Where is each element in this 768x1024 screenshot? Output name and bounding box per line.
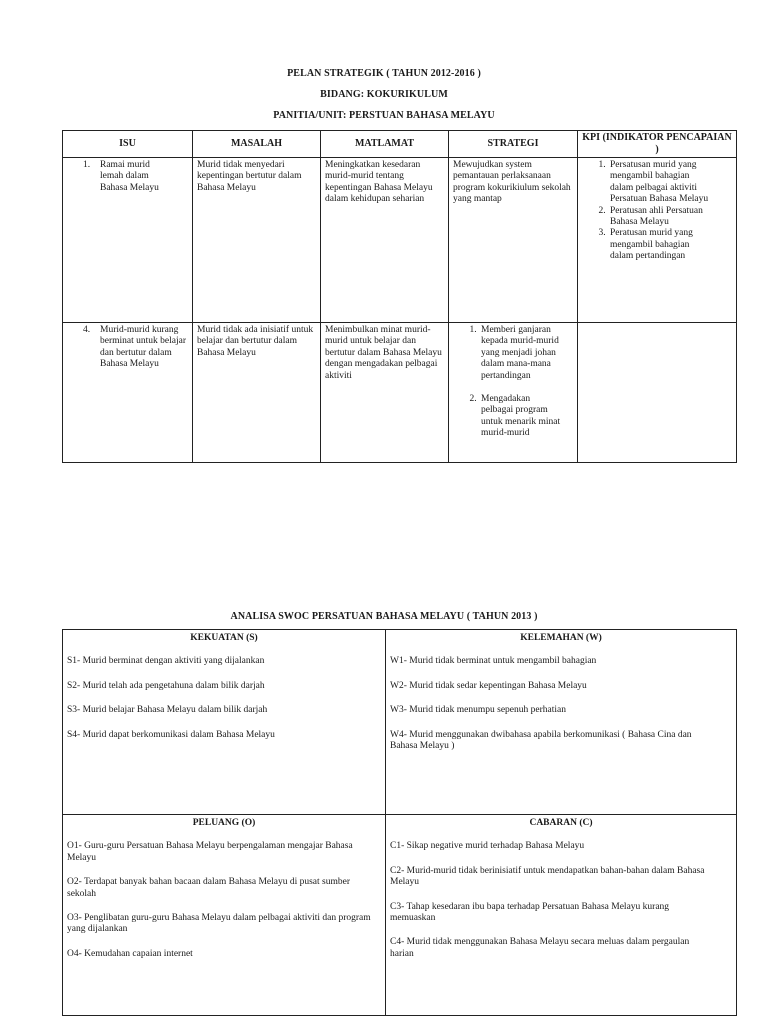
strategi-text: Mewujudkan system pemantauan perlaksanaan program kokurikiulum sekolah yang mantap xyxy=(453,160,571,205)
swoc-item: S3- Murid belajar Bahasa Melayu dalam bilik darjah xyxy=(67,705,268,716)
kpi-item: 2. Peratusan ahli Persatuan Bahasa Melayu xyxy=(608,206,712,229)
kekuatan-cell xyxy=(63,630,386,815)
kpi-item: 1. Persatusan murid yang mengambil bahagian dalam pelbagai aktiviti Persatuan Bahasa Melayu xyxy=(608,160,712,206)
isu-text: Murid-murid kurang berminat untuk belajar dan bertutur dalam Bahasa Melayu xyxy=(100,325,186,370)
strategi-item: 2. Mengadakan pelbagai program untuk menarik minat murid-murid xyxy=(479,394,561,440)
swoc-item: C4- Murid tidak menggunakan Bahasa Melayu secara meluas dalam pergaulan harian xyxy=(390,937,690,959)
col-header-strategi: STRATEGI xyxy=(449,131,578,158)
strategi-item: 1. Memberi ganjaran kepada murid-murid yang menjadi johan dalam mana-mana pertandingan xyxy=(479,325,561,382)
kelemahan-cell xyxy=(386,630,737,815)
swoc-item: O1- Guru-guru Persatuan Bahasa Melayu berpengalaman mengajar Bahasa Melayu xyxy=(67,841,353,863)
col-header-kpi: KPI (INDIKATOR PENCAPAIAN ) xyxy=(578,131,737,158)
swoc-item: W3- Murid tidak menumpu sepenuh perhatian xyxy=(390,705,566,716)
swoc-item: S4- Murid dapat berkomunikasi dalam Bahasa Melayu xyxy=(67,729,275,740)
swoc-title: ANALISA SWOC PERSATUAN BAHASA MELAYU ( TAHUN 2013 ) xyxy=(230,611,538,622)
peluang-cell xyxy=(63,815,386,1016)
strategi-cell xyxy=(449,158,578,323)
swoc-item: S1- Murid berminat dengan aktiviti yang dijalankan xyxy=(67,656,265,667)
swoc-item: O3- Penglibatan guru-guru Bahasa Melayu dalam pelbagai aktiviti dan program yang dijalankan xyxy=(67,913,371,935)
isu-number: 1. xyxy=(83,160,91,170)
swoc-item: O2- Terdapat banyak bahan bacaan dalam Bahasa Melayu di pusat sumber sekolah xyxy=(67,877,351,899)
col-header-matlamat: MATLAMAT xyxy=(321,131,449,158)
swoc-item: W1- Murid tidak berminat untuk mengambil bahagian xyxy=(390,656,597,667)
swoc-item: C3- Tahap kesedaran ibu bapa terhadap Persatuan Bahasa Melayu kurang memuaskan xyxy=(390,901,670,924)
table-row xyxy=(63,158,737,323)
cabaran-cell xyxy=(386,815,737,1016)
kpi-item: 3. Peratusan murid yang mengambil bahagian dalam pertandingan xyxy=(608,228,712,262)
kelemahan-title: KELEMAHAN (W) xyxy=(520,633,602,643)
swoc-item: S2- Murid telah ada pengetahuna dalam bilik darjah xyxy=(67,680,265,691)
swoc-item: W4- Murid menggunakan dwibahasa apabila berkomunikasi ( Bahasa Cina dan Bahasa Melayu ) xyxy=(390,729,692,752)
kekuatan-title: KEKUATAN (S) xyxy=(190,633,258,643)
panitia-heading: PANITIA/UNIT: PERSTUAN BAHASA MELAYU xyxy=(273,110,495,121)
kpi-list xyxy=(582,160,732,263)
swoc-item: O4- Kemudahan capaian internet xyxy=(67,948,193,959)
swoc-item: C1- Sikap negative murid terhadap Bahasa Melayu xyxy=(390,841,585,852)
matlamat-text: Menimbulkan minat murid-murid untuk belajar dan bertutur dalam Bahasa Melayu dengan mengadakan pelbagai aktiviti xyxy=(325,325,442,381)
matlamat-cell xyxy=(321,158,449,323)
swoc-row xyxy=(63,815,737,1016)
col-header-masalah: MASALAH xyxy=(193,131,321,158)
masalah-text: Murid tidak menyedari kepentingan bertutur dalam Bahasa Melayu xyxy=(197,160,302,193)
swoc-item: C2- Murid-murid tidak berinisiatif untuk mendapatkan bahan-bahan dalam Bahasa Melayu xyxy=(390,865,705,888)
swoc-item: W2- Murid tidak sedar kepentingan Bahasa Melayu xyxy=(390,680,587,691)
masalah-text: Murid tidak ada inisiatif untuk belajar dan bertutur dalam Bahasa Melayu xyxy=(197,325,314,358)
isu-cell xyxy=(63,323,193,463)
swoc-table xyxy=(62,629,737,1016)
strategi-cell xyxy=(449,323,578,463)
cabaran-title: CABARAN (C) xyxy=(529,818,593,828)
isu-cell xyxy=(63,158,193,323)
matlamat-text: Meningkatkan kesedaran murid-murid tentang kepentingan Bahasa Melayu dalam kehidupan seharian xyxy=(325,160,433,205)
isu-number: 4. xyxy=(83,325,91,335)
kpi-cell xyxy=(578,158,737,323)
peluang-title: PELUANG (O) xyxy=(192,818,256,828)
table-header-row xyxy=(63,131,737,158)
matlamat-cell xyxy=(321,323,449,463)
isu-text: Ramai murid lemah dalam Bahasa Melayu xyxy=(100,160,159,193)
plan-title: PELAN STRATEGIK ( TAHUN 2012-2016 ) xyxy=(287,68,481,79)
kpi-cell xyxy=(578,323,737,463)
swoc-row xyxy=(63,630,737,815)
masalah-cell xyxy=(193,158,321,323)
table-row xyxy=(63,323,737,463)
masalah-cell xyxy=(193,323,321,463)
col-header-isu: ISU xyxy=(63,131,193,158)
strategi-list xyxy=(453,325,573,440)
strategic-plan-table xyxy=(62,130,737,463)
bidang-heading: BIDANG: KOKURIKULUM xyxy=(320,89,448,100)
